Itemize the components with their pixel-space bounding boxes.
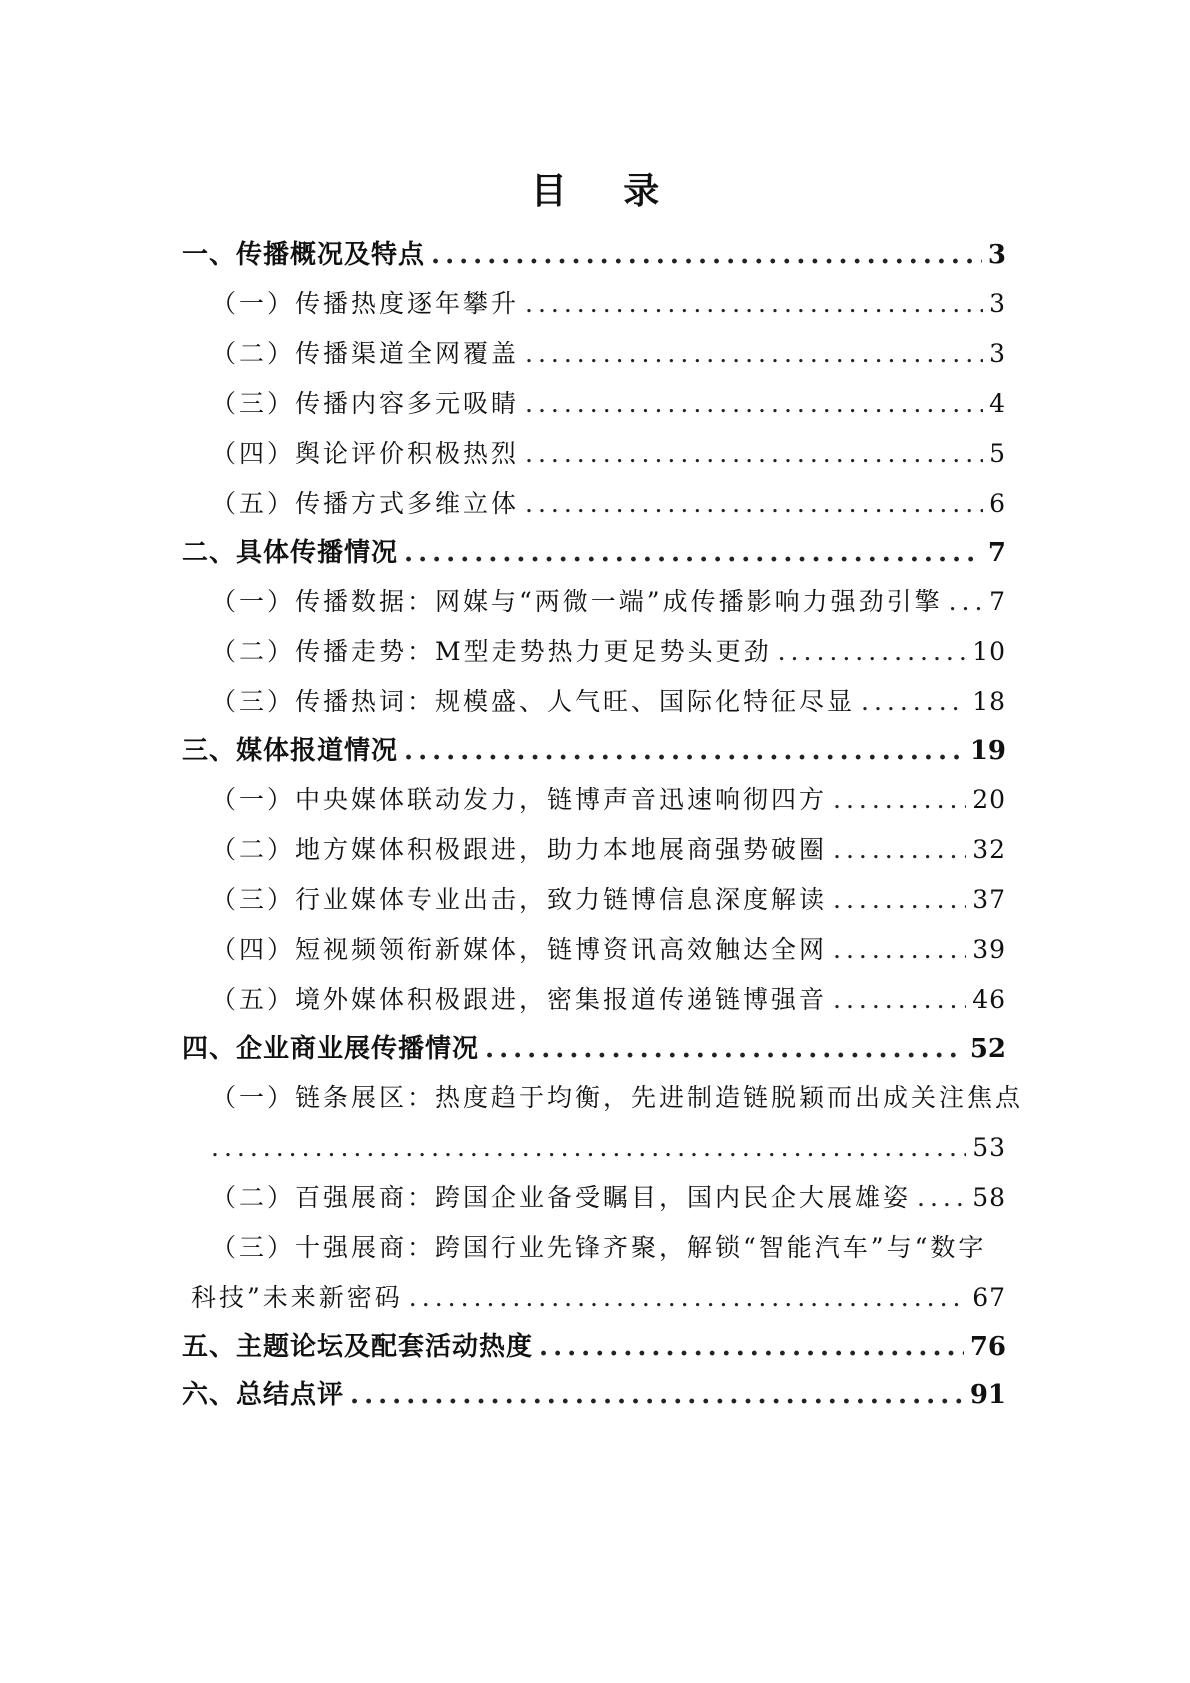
toc-entry-label: （四）短视频领衔新媒体，链博资讯高效触达全网 (211, 935, 828, 964)
toc-entry-continuation[interactable] (182, 1123, 1006, 1173)
toc-entry[interactable] (182, 379, 1006, 429)
dot-leader (409, 1273, 966, 1323)
dot-leader (917, 1173, 966, 1223)
toc-entry-page: 67 (972, 1283, 1006, 1312)
toc-entry-page: 58 (972, 1183, 1006, 1212)
dot-leader (833, 875, 966, 925)
toc-entry-label: （三）传播内容多元吸睛 (211, 389, 520, 418)
dot-leader (404, 727, 964, 775)
toc-entry-page: 32 (972, 835, 1006, 864)
toc-entry-page: 46 (972, 985, 1006, 1014)
toc-entry[interactable] (182, 925, 1006, 975)
toc-entry[interactable] (182, 1323, 1006, 1371)
toc-entry-label: （五）境外媒体积极跟进，密集报道传递链博强音 (211, 985, 828, 1014)
dot-leader (778, 627, 967, 677)
dot-leader (404, 529, 982, 577)
toc-entry[interactable] (182, 329, 1006, 379)
dot-leader (861, 677, 966, 727)
toc-entry-continuation[interactable] (182, 1273, 1006, 1323)
toc-entry-page: 3 (989, 339, 1006, 368)
toc-title: 目 录 (530, 170, 682, 212)
toc-entry-label-line1[interactable]: （一）链条展区：热度趋于均衡，先进制造链脱颖而出成关注焦点 (211, 1083, 1024, 1112)
toc-entry-label: （一）中央媒体联动发力，链博声音迅速响彻四方 (211, 785, 828, 814)
dot-leader (525, 379, 983, 429)
toc-entry[interactable] (182, 231, 1006, 279)
table-of-contents (182, 231, 1024, 1419)
toc-entry-label-line2: 科技”未来新密码 (191, 1283, 403, 1312)
dot-leader (833, 825, 966, 875)
toc-entry-page: 4 (989, 389, 1006, 418)
dot-leader (525, 279, 983, 329)
toc-entry-page: 19 (969, 736, 1006, 766)
toc-entry-label: 三、媒体报道情况 (182, 736, 399, 766)
toc-entry-label: （二）传播走势：M型走势热力更足势头更劲 (211, 637, 772, 666)
toc-entry[interactable] (182, 727, 1006, 775)
toc-entry-label-line1[interactable]: （三）十强展商：跨国行业先锋齐聚，解锁“智能汽车”与“数字 (211, 1233, 987, 1262)
toc-entry[interactable] (182, 627, 1006, 677)
toc-entry-page: 18 (972, 687, 1006, 716)
toc-entry[interactable] (182, 479, 1006, 529)
toc-entry-page: 39 (972, 935, 1006, 964)
toc-entry-label: （一）传播数据：网媒与“两微一端”成传播影响力强劲引擎 (211, 587, 943, 616)
toc-entry-page: 52 (969, 1034, 1006, 1064)
dot-leader (833, 775, 966, 825)
dot-leader (211, 1123, 966, 1173)
toc-entry[interactable] (182, 279, 1006, 329)
toc-entry-label: 四、企业商业展传播情况 (182, 1034, 480, 1064)
toc-entry-label: 二、具体传播情况 (182, 538, 399, 568)
toc-entry-page: 3 (987, 240, 1006, 270)
dot-leader (525, 329, 983, 379)
toc-entry[interactable] (182, 775, 1006, 825)
dot-leader (431, 231, 982, 279)
toc-entry[interactable] (182, 1025, 1006, 1073)
dot-leader (350, 1371, 964, 1419)
toc-entry-page: 53 (972, 1133, 1006, 1162)
dot-leader (525, 479, 983, 529)
toc-entry-page: 6 (989, 489, 1006, 518)
toc-entry[interactable] (182, 875, 1006, 925)
toc-entry-label: 五、主题论坛及配套活动热度 (182, 1332, 534, 1362)
toc-entry[interactable] (182, 429, 1006, 479)
toc-entry-label: （三）行业媒体专业出击，致力链博信息深度解读 (211, 885, 828, 914)
toc-entry-page: 20 (972, 785, 1006, 814)
toc-entry[interactable] (182, 1173, 1006, 1223)
toc-entry-label: （五）传播方式多维立体 (211, 489, 520, 518)
toc-entry[interactable] (182, 1371, 1006, 1419)
toc-entry[interactable] (182, 677, 1006, 727)
toc-entry[interactable] (182, 825, 1006, 875)
toc-entry-page: 91 (969, 1380, 1006, 1410)
toc-entry[interactable] (182, 975, 1006, 1025)
toc-entry-label: （二）传播渠道全网覆盖 (211, 339, 520, 368)
dot-leader (525, 429, 983, 479)
toc-entry-page: 76 (969, 1332, 1006, 1362)
toc-entry-label: （二）百强展商：跨国企业备受瞩目，国内民企大展雄姿 (211, 1183, 912, 1212)
toc-entry-label: （三）传播热词：规模盛、人气旺、国际化特征尽显 (211, 687, 856, 716)
toc-entry-label: 一、传播概况及特点 (182, 240, 426, 270)
toc-entry-page: 10 (972, 637, 1006, 666)
dot-leader (539, 1323, 964, 1371)
dot-leader (485, 1025, 964, 1073)
toc-entry-page: 5 (989, 439, 1006, 468)
toc-entry-page: 3 (989, 289, 1006, 318)
toc-entry[interactable] (182, 529, 1006, 577)
toc-entry-label: （四）舆论评价积极热烈 (211, 439, 520, 468)
toc-entry-page: 7 (987, 538, 1006, 568)
dot-leader (833, 925, 966, 975)
toc-entry-label: （一）传播热度逐年攀升 (211, 289, 520, 318)
dot-leader (949, 577, 984, 627)
toc-entry[interactable] (182, 577, 1006, 627)
toc-entry-page: 7 (989, 587, 1006, 616)
toc-entry-page: 37 (972, 885, 1006, 914)
toc-entry-label: 六、总结点评 (182, 1380, 345, 1410)
dot-leader (833, 975, 966, 1025)
toc-entry-label: （二）地方媒体积极跟进，助力本地展商强势破圈 (211, 835, 828, 864)
